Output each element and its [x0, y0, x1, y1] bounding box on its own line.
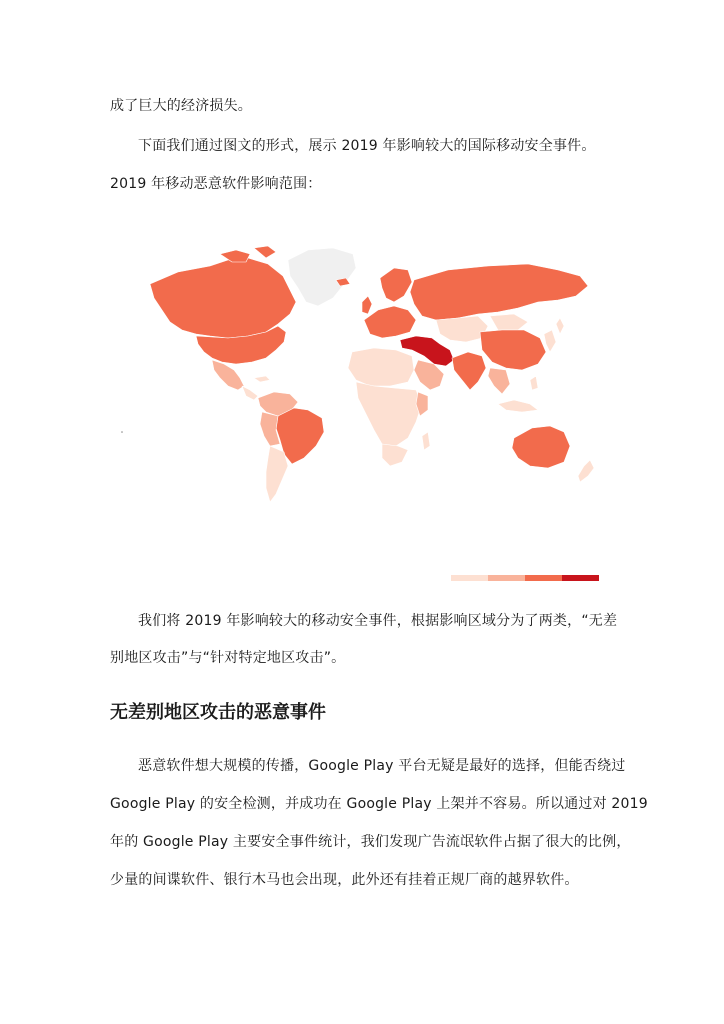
- paragraph-classification-line2: 别地区攻击”与“针对特定地区攻击”。: [110, 650, 346, 666]
- region-central-asia: [436, 316, 488, 342]
- region-southeast-asia: [488, 368, 510, 394]
- region-central-africa: [356, 382, 422, 446]
- paragraph-overview: 下面我们通过图文的形式，展示 2019 年影响较大的国际移动安全事件。: [138, 138, 596, 154]
- region-greenland: [288, 248, 356, 306]
- paragraph-classification-line1: 我们将 2019 年影响较大的移动安全事件，根据影响区域分为了两类，“无差: [138, 613, 618, 629]
- paragraph-google-play-line3: 年的 Google Play 主要安全事件统计，我们发现广告流氓软件占据了很大的比例，: [110, 834, 631, 850]
- paragraph-google-play-line1: 恶意软件想大规模的传播，Google Play 平台无疑是最好的选择，但能否绕过: [138, 758, 626, 774]
- legend-level-3: [525, 575, 562, 581]
- region-russia: [410, 264, 588, 320]
- legend-level-4: [562, 575, 599, 581]
- region-australia: [512, 426, 570, 468]
- legend-level-2: [488, 575, 525, 581]
- region-korea-japan: [544, 318, 564, 352]
- region-uk: [362, 296, 372, 314]
- region-madagascar: [422, 432, 430, 450]
- region-south-america-south: [266, 446, 288, 502]
- region-scandinavia: [380, 268, 412, 302]
- region-southern-africa: [382, 444, 408, 466]
- map-dot: [121, 431, 123, 433]
- paragraph-google-play-line2: Google Play 的安全检测，并成功在 Google Play 上架并不容易。所以通过对 2019: [110, 796, 648, 812]
- world-map: [118, 240, 616, 510]
- region-north-africa: [348, 348, 414, 386]
- map-caption: 2019 年移动恶意软件影响范围：: [110, 176, 322, 192]
- region-new-zealand: [578, 460, 594, 482]
- paragraph-intro-end: 成了巨大的经济损失。: [110, 98, 252, 114]
- world-map-svg: [118, 240, 616, 510]
- section-heading: 无差别地区攻击的恶意事件: [110, 702, 326, 723]
- map-legend: [451, 575, 599, 581]
- region-china: [480, 330, 546, 370]
- paragraph-google-play-line4: 少量的间谍软件、银行木马也会出现，此外还有挂着正规厂商的越界软件。: [110, 872, 579, 888]
- legend-level-1: [451, 575, 488, 581]
- region-mexico: [212, 360, 244, 390]
- region-mongolia: [490, 314, 528, 330]
- region-india: [452, 352, 486, 390]
- region-western-europe: [364, 306, 416, 338]
- region-north-america-north: [150, 258, 296, 338]
